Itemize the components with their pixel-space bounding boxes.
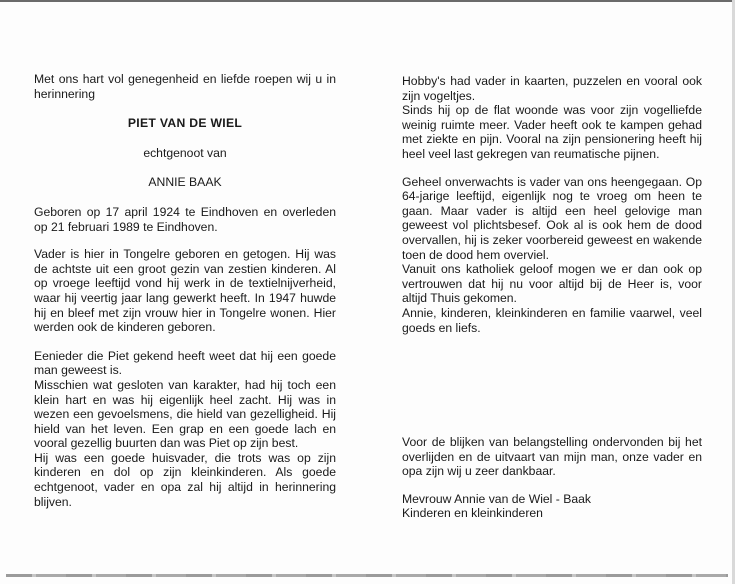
character-text-1: Eenieder die Piet gekend heeft weet dat hij een goede man geweest is. <box>34 348 336 378</box>
hobbies-text: Hobby's had vader in kaarten, puzzelen en vooral ook zijn vogeltjes. <box>402 74 702 103</box>
intro-text: Met ons hart vol genegenheid en liefde roepen wij u in herinnering <box>34 72 336 101</box>
birth-death-text: Geboren op 17 april 1924 te Eindhoven en overleden op 21 februari 1989 te Eindhoven. <box>34 204 336 234</box>
spouse-name: ANNIE BAAK <box>148 175 222 190</box>
biography-text: Vader is hier in Tongelre geboren en getogen. Hij was de achtste uit een groot gezin van zestien kinderen. Al op vroege leeftijd vond hij werk in de textielnijverheid, waar hij veertig jaar lang gewerkt heeft. In 1947 huwde hij en bleef met zijn vrouw hier in Tongelre wonen. Hier werden ook de kinderen geboren. <box>34 247 336 335</box>
character-text-3: Hij was een goede huisvader, die trots was op zijn kinderen en dol op zijn kleinkinderen. Als goede echtgenoot, vader en opa zal hij altijd in herinnering blijven. <box>34 450 336 509</box>
faith-text: Vanuit ons katholiek geloof mogen we er dan ook op vertrouwen dat hij nu voor altijd bij de Heer is, voor altijd Thuis gekomen. <box>402 262 702 306</box>
right-column <box>402 74 702 521</box>
farewell-text: Annie, kinderen, kleinkinderen en familie vaarwel, veel goeds en liefs. <box>402 305 702 335</box>
relation-text: echtgenoot van <box>143 145 227 160</box>
thanks-text: Voor de blijken van belangstelling ondervonden bij het overlijden en de uitvaart van mijn man, onze vader en opa zijn wij u zeer dankbaar. <box>402 435 702 479</box>
bottom-border <box>6 574 728 577</box>
top-border <box>0 0 735 2</box>
health-text: Sinds hij op de flat woonde was voor zijn vogelliefde weinig ruimte meer. Vader heeft ook te kampen gehad met ziekte en pijn. Vooral na zijn pensionering heeft hij heel veel last gekregen van reumatische pijnen. <box>402 103 702 161</box>
left-column <box>34 72 336 509</box>
character-text-2: Misschien wat gesloten van karakter, had hij toch een klein hart en was hij eigenlijk heel zacht. Hij was in wezen een gevoelsmens, die hield van gezelligheid. Hij hield van het leven. Een grap en een goede lach en vooral gezellig buurten dan was Piet op zijn best. <box>34 377 336 451</box>
signature-line-2: Kinderen en kleinkinderen <box>402 506 543 521</box>
passing-text: Geheel onverwachts is vader van ons heengegaan. Op 64-jarige leeftijd, eigenlijk nog te vroeg om heen te gaan. Maar vader is altijd een heel gelovige man geweest vol plichtsbesef. Ook al is ook hem de dood overvallen, hij is zeker voorbereid geweest en wakende toen de dood hem overviel. <box>402 174 702 262</box>
signature-line-1: Mevrouw Annie van de Wiel - Baak <box>402 491 591 506</box>
deceased-name: PIET VAN DE WIEL <box>127 116 243 131</box>
